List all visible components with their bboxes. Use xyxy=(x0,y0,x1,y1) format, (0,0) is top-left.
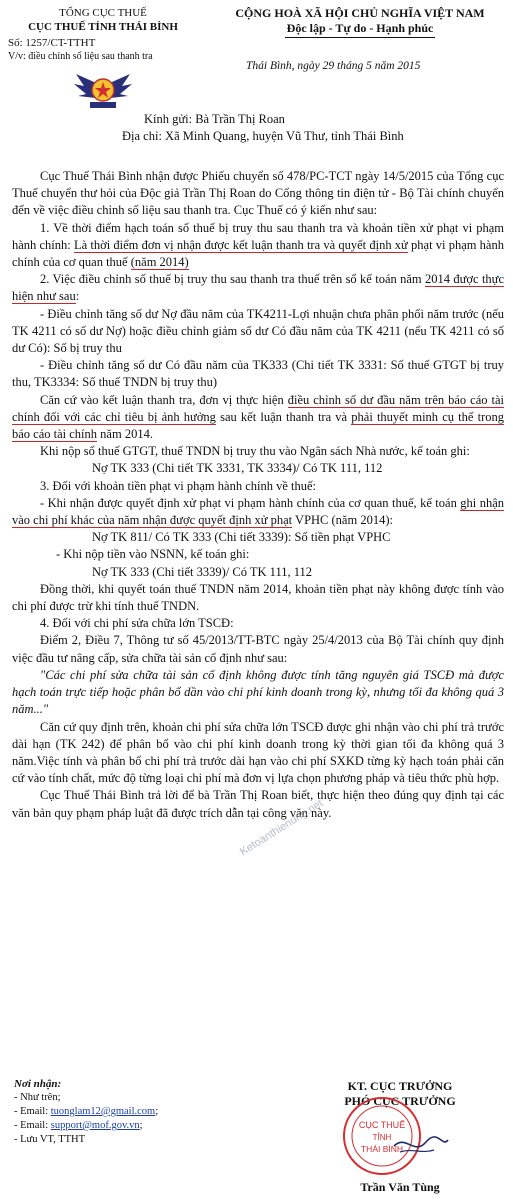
signature-subtitle: PHÓ CỤC TRƯỞNG xyxy=(344,1094,456,1108)
highlighted-text: ghi nhận vào chi phí khác của năm nhận được quyết định xử phạt xyxy=(12,495,504,528)
motto-underline xyxy=(285,37,435,38)
issuing-agency-block xyxy=(8,6,198,110)
email-link[interactable]: support@mof.gov.vn xyxy=(50,1120,140,1131)
payment-item: - Khi nộp tiền vào NSNN, kế toán ghi: xyxy=(56,547,250,562)
penalty-paragraph: - Khi nhận được quyết định xử phạt vi phạm hành chính của cơ quan thuế, kế toán ghi nhận vào chi phí khác của năm nhận được quyết định xử phạt VPHC (năm 2014): xyxy=(12,495,504,528)
highlighted-text: phải thuyết minh cụ thể trong báo cáo tài chính xyxy=(12,409,504,442)
official-stamp xyxy=(334,1090,452,1178)
national-motto: Độc lập - Tự do - Hạnh phúc xyxy=(286,21,434,35)
agency-name: CỤC THUẾ TỈNH THÁI BÌNH xyxy=(28,21,178,33)
recipient-item: - Lưu VT, TTHT xyxy=(14,1134,86,1145)
section-1-paragraph: 1. Về thời điểm hạch toán số thuế bị truy thu sau thanh tra và khoản tiền xử phạt vi phạm hành chính: Là thời điểm đơn vị nhận được kết luận thanh tra và quyết định xử phạt vi phạm hành chính của cơ quan thuế (năm 2014) xyxy=(12,220,504,270)
national-header xyxy=(210,6,510,38)
svg-text:THÁI BÌNH: THÁI BÌNH xyxy=(360,1144,404,1154)
svg-text:TỈNH: TỈNH xyxy=(372,1133,392,1142)
basis-paragraph: Căn cứ vào kết luận thanh tra, đơn vị thực hiện điều chỉnh số dư đầu năm trên báo cáo tài chính đối với các chỉ tiêu bị ảnh hưởng sau kết luận thanh tra và phải thuyết minh cụ thể trong báo cáo tài chính năm 2014. xyxy=(12,392,504,442)
tax-emblem-icon xyxy=(72,66,134,110)
journal-entry: Nợ TK 811/ Có TK 333 (Chi tiết 3339): Số tiền phạt VPHC xyxy=(92,530,391,545)
recipient-address: Địa chỉ: Xã Minh Quang, huyện Vũ Thư, tỉnh Thái Bình xyxy=(122,129,404,143)
signer-name: Trần Văn Tùng xyxy=(360,1180,440,1194)
svg-text:CỤC THUẾ: CỤC THUẾ xyxy=(358,1120,406,1130)
recipients-list xyxy=(14,1077,158,1147)
recipient-item: - Email: tuonglam12@gmail.com; xyxy=(14,1106,159,1117)
signature-title: KT. CỤC TRƯỞNG xyxy=(347,1079,453,1093)
highlighted-text: 2014 được thực hiện như sau xyxy=(12,272,504,304)
recipient-item: - Email: support@mof.gov.vn; xyxy=(14,1120,143,1131)
watermark: Ketoanthienung.net xyxy=(238,797,326,859)
recipient-name: Kính gửi: Bà Trần Thị Roan xyxy=(144,112,285,126)
adjust-credit-item: - Điều chỉnh tăng số dư Có đầu năm của TK333 (Chi tiết TK 3331: Số thuế GTGT bị truy thu, TK3334: Số thuế TNDN bị truy thu) xyxy=(12,358,504,390)
recipient-block xyxy=(122,111,404,145)
highlighted-text: điều chỉnh số dư đầu năm trên báo cáo tài chính đối với các chỉ tiêu bị ảnh hưởng xyxy=(12,392,504,424)
section-4-heading: 4. Đối với chi phí sửa chữa lớn TSCĐ: xyxy=(40,616,234,631)
highlighted-text: (năm 2014) xyxy=(130,255,189,270)
recipient-item: - Như trên; xyxy=(14,1092,61,1103)
highlighted-text: Là thời điểm đơn vị nhận được kết luận thanh tra và quyết định xử xyxy=(73,237,408,252)
intro-paragraph: Cục Thuế Thái Bình nhận được Phiếu chuyển số 478/PC-TCT ngày 14/5/2015 của Tổng cục Thuế chuyển thư hỏi của Độc giả Trần Thị Roan do Cổng thông tin điện tử - Bộ Tài chính chuyển đến về việc điều chỉnh số liệu sau thanh tra. Cục Thuế có ý kiến như sau: xyxy=(12,169,504,218)
letter-body xyxy=(12,168,504,822)
document-number: Số: 1257/CT-TTHT xyxy=(8,37,96,49)
section-3-heading: 3. Đối với khoản tiền phạt vi phạm hành chính về thuế: xyxy=(40,478,317,493)
adjust-debit-item: - Điều chỉnh tăng số dư Nợ đầu năm của TK4211-Lợi nhuận chưa phân phối năm trước (nếu TK 4211 có số dư Nợ) hoặc điều chỉnh giảm số dư Có đầu năm của TK 4211 (nếu TK 4211 có số dư Có): Số bị truy thu xyxy=(12,306,504,356)
conclusion-paragraph: Căn cứ quy định trên, khoản chi phí sửa chữa lớn TSCĐ được ghi nhận vào chi phí trả trước dài hạn (TK 242) để phân bổ vào chi phí kinh doanh trong kỳ thời gian tối đa không quá 3 năm.Việc tính và phân bổ chi phí trả trước dài hạn vào chi phí SXKD từng kỳ hạch toán phải căn cứ vào tính chất, mức độ từng loại chi phí mà đơn vị lựa chọn phương pháp và tiêu thức phù hợp. xyxy=(12,719,504,786)
recipients-title: Nơi nhận: xyxy=(14,1078,62,1090)
quoted-regulation: "Các chi phí sửa chữa tài sản cố định không được tính tăng nguyên giá TSCĐ mà được hạch toán trực tiếp hoặc phân bổ dần vào chi phí kinh doanh trong kỳ, nhưng tối đa không quá 3 năm..." xyxy=(12,667,504,717)
payment-paragraph: Khi nộp số thuế GTGT, thuế TNDN bị truy thu vào Ngân sách Nhà nước, kế toán ghi: xyxy=(40,444,470,459)
closing-paragraph: Cục Thuế Thái Bình trả lời để bà Trần Thị Roan biết, thực hiện theo đúng quy định tại các văn bản quy phạm pháp luật đã được trích dẫn tại công văn này. xyxy=(12,788,504,820)
journal-entry: Nợ TK 333 (Chi tiết 3339)/ Có TK 111, 112 xyxy=(92,564,313,579)
country-name: CỘNG HOÀ XÃ HỘI CHỦ NGHĨA VIỆT NAM xyxy=(235,6,485,20)
parent-agency: TỔNG CỤC THUẾ xyxy=(59,7,147,19)
email-link[interactable]: tuonglam12@gmail.com xyxy=(50,1106,156,1117)
document-subject: V/v: điều chỉnh số liệu sau thanh tra xyxy=(8,51,153,62)
circular-reference: Điểm 2, Điều 7, Thông tư số 45/2013/TT-BTC ngày 25/4/2013 của Bộ Tài chính quy định việc đầu tư nâng cấp, sửa chữa tài sản cố định như sau: xyxy=(12,633,504,665)
document-date: Thái Bình, ngày 29 tháng 5 năm 2015 xyxy=(246,60,421,72)
journal-entry: Nợ TK 333 (Chi tiết TK 3331, TK 3334)/ Có TK 111, 112 xyxy=(92,461,383,476)
section-2-paragraph: 2. Việc điều chỉnh số thuế bị truy thu sau thanh tra thuế trên sổ kế toán năm 2014 được thực hiện như sau: xyxy=(12,272,504,304)
settlement-paragraph: Đồng thời, khi quyết toán thuế TNDN năm 2014, khoản tiền phạt này không được tính vào chi phí được trừ khi tính thuế TNDN. xyxy=(12,581,504,614)
